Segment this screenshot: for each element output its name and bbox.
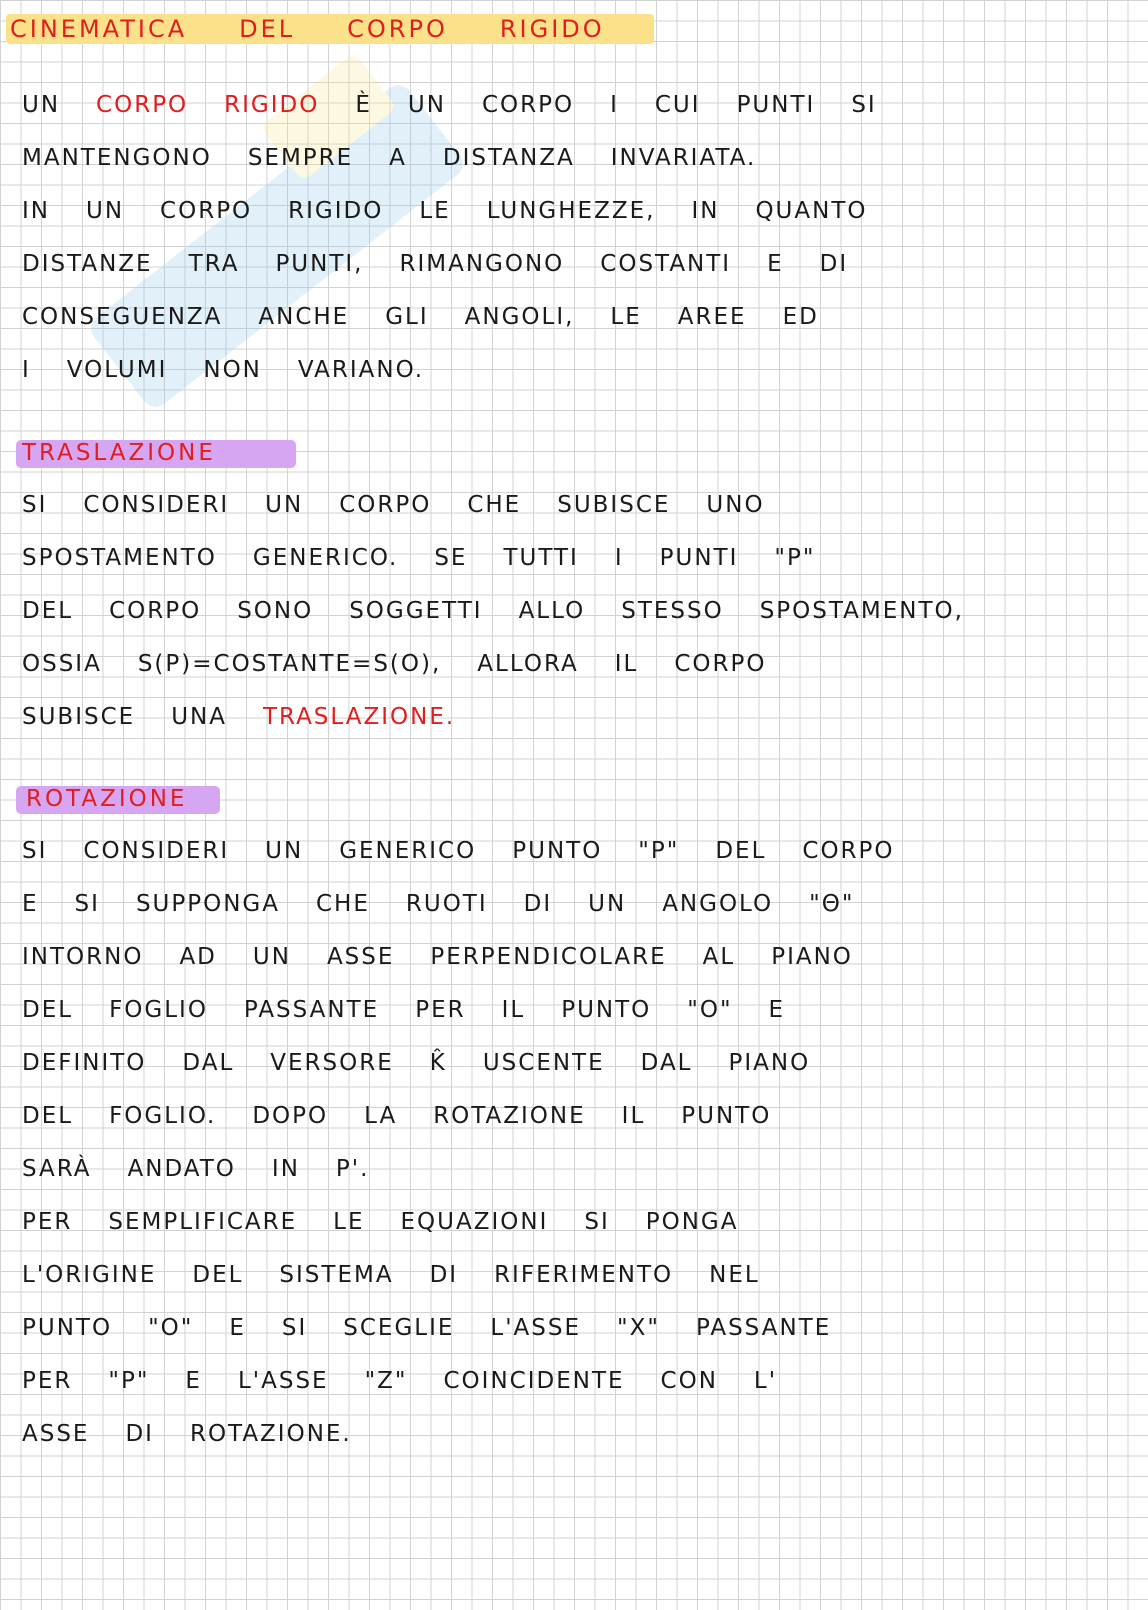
word: DEL xyxy=(22,997,74,1023)
word: DEL xyxy=(22,1103,74,1129)
word: PUNTI xyxy=(659,545,739,571)
intro-line xyxy=(22,145,792,171)
word: L'ASSE xyxy=(237,1368,329,1394)
word: DISTANZA xyxy=(442,145,575,171)
word: SOGGETTI xyxy=(349,598,483,624)
word: SUPPONGA xyxy=(135,891,280,917)
word: CONSEGUENZA xyxy=(22,304,223,330)
word: ALLORA xyxy=(477,651,579,677)
word: UN xyxy=(252,944,291,970)
word: PONGA xyxy=(645,1209,739,1235)
word: SEMPRE xyxy=(247,145,354,171)
word: SUBISCE xyxy=(557,492,671,518)
word: SISTEMA xyxy=(279,1262,394,1288)
word: DEL xyxy=(22,598,74,624)
word: TRASLAZIONE. xyxy=(262,704,456,730)
word: "O" xyxy=(687,997,733,1023)
word: "P" xyxy=(108,1368,150,1394)
rotazione-line xyxy=(22,944,889,970)
word: E xyxy=(185,1368,202,1394)
word: SE xyxy=(434,545,468,571)
word: COSTANTI xyxy=(600,251,732,277)
word: UN xyxy=(265,492,304,518)
word: PUNTO xyxy=(561,997,652,1023)
word: MANTENGONO xyxy=(22,145,212,171)
word: GENERICO. xyxy=(252,545,399,571)
word: DI xyxy=(429,1262,459,1288)
word: RUOTI xyxy=(405,891,488,917)
word: PUNTO xyxy=(22,1315,113,1341)
word: SUBISCE xyxy=(22,704,136,730)
word: DI xyxy=(125,1421,154,1447)
word: CORPO xyxy=(481,92,575,118)
traslazione-line xyxy=(22,492,801,518)
word: NEL xyxy=(709,1262,760,1288)
word: IN xyxy=(691,198,720,224)
word: SI xyxy=(584,1209,610,1235)
word: A xyxy=(389,145,407,171)
rotazione-line xyxy=(22,891,890,917)
word: E xyxy=(22,891,39,917)
word: IL xyxy=(621,1103,646,1129)
rotazione-line xyxy=(22,1103,807,1129)
intro-line xyxy=(22,357,460,383)
word: LA xyxy=(364,1103,398,1129)
word: UN xyxy=(407,92,446,118)
word: PIANO xyxy=(728,1050,811,1076)
title-word: DEL xyxy=(239,15,296,43)
word: UN xyxy=(22,92,61,118)
word: INTORNO xyxy=(22,944,144,970)
word: SARÀ xyxy=(22,1156,92,1182)
word: E xyxy=(768,997,786,1023)
word: UN xyxy=(588,891,627,917)
word: AD xyxy=(179,944,217,970)
word: I xyxy=(22,357,31,383)
word: PER xyxy=(22,1368,73,1394)
word: EQUAZIONI xyxy=(400,1209,549,1235)
section-heading-rotazione: ROTAZIONE xyxy=(26,786,188,812)
word: L' xyxy=(753,1368,778,1394)
traslazione-line xyxy=(22,545,851,571)
section-heading-traslazione: TRASLAZIONE xyxy=(22,440,216,466)
rotazione-line xyxy=(22,1156,405,1182)
word: ANCHE xyxy=(258,304,350,330)
rotazione-line xyxy=(22,1315,867,1341)
word: CORPO xyxy=(802,838,895,864)
intro-line xyxy=(22,92,913,118)
word: "Θ" xyxy=(809,891,855,917)
page-title xyxy=(10,15,657,43)
word: SI xyxy=(22,492,48,518)
word: L'ORIGINE xyxy=(22,1262,157,1288)
word: E xyxy=(229,1315,246,1341)
word: LE xyxy=(333,1209,365,1235)
word: SONO xyxy=(237,598,314,624)
rotazione-line xyxy=(22,1368,813,1394)
word: L'ASSE xyxy=(490,1315,582,1341)
word: DOPO xyxy=(252,1103,329,1129)
word: CHE xyxy=(467,492,522,518)
word: SPOSTAMENTO, xyxy=(759,598,964,624)
word: ANGOLI, xyxy=(464,304,575,330)
word: VOLUMI xyxy=(66,357,168,383)
word: ED xyxy=(782,304,819,330)
word: UNA xyxy=(171,704,227,730)
word: TRA xyxy=(188,251,240,277)
word: E xyxy=(767,251,784,277)
word: CORPO xyxy=(109,598,202,624)
word: INVARIATA. xyxy=(610,145,757,171)
word: K̂ xyxy=(429,1050,447,1076)
word: DI xyxy=(819,251,849,277)
word: UN xyxy=(86,198,125,224)
word: SI xyxy=(74,891,100,917)
word: S(P)=COSTANTE=S(O), xyxy=(137,651,442,677)
word: PER xyxy=(415,997,466,1023)
word: TUTTI xyxy=(503,545,579,571)
word: ANGOLO xyxy=(662,891,774,917)
word: I xyxy=(614,545,624,571)
word: IL xyxy=(501,997,526,1023)
word: PERPENDICOLARE xyxy=(430,944,667,970)
word: DEL xyxy=(192,1262,244,1288)
word: PUNTI, xyxy=(275,251,364,277)
title-word: CINEMATICA xyxy=(10,15,188,43)
word: UNO xyxy=(706,492,765,518)
word: VARIANO. xyxy=(297,357,425,383)
rotazione-line xyxy=(22,1209,775,1235)
word: CUI xyxy=(654,92,701,118)
word: ASSE xyxy=(326,944,395,970)
word: I xyxy=(610,92,619,118)
word: RIMANGONO xyxy=(399,251,565,277)
word: SI xyxy=(22,838,48,864)
rotazione-line xyxy=(22,838,931,864)
word: PUNTI xyxy=(736,92,816,118)
word: P'. xyxy=(335,1156,370,1182)
word: RIGIDO xyxy=(288,198,384,224)
title-word: RIGIDO xyxy=(499,15,605,43)
word: DISTANZE xyxy=(22,251,153,277)
intro-line xyxy=(22,251,884,277)
word: IL xyxy=(614,651,639,677)
intro-line xyxy=(22,304,855,330)
word: AREE xyxy=(677,304,747,330)
word: SI xyxy=(851,92,877,118)
word: SI xyxy=(281,1315,308,1341)
word: DAL xyxy=(182,1050,235,1076)
word: DEL xyxy=(715,838,767,864)
word: CORPO xyxy=(674,651,767,677)
word: CONSIDERI xyxy=(83,838,230,864)
word: "X" xyxy=(617,1315,660,1341)
rotazione-line xyxy=(22,1050,846,1076)
word: LE xyxy=(610,304,642,330)
word: PASSANTE xyxy=(695,1315,832,1341)
word: GENERICO xyxy=(339,838,477,864)
word: QUANTO xyxy=(755,198,868,224)
word: CONSIDERI xyxy=(83,492,230,518)
title-word: CORPO xyxy=(347,15,448,43)
word: IN xyxy=(22,198,50,224)
word: CORPO xyxy=(339,492,432,518)
word: PIANO xyxy=(771,944,853,970)
rotazione-line xyxy=(22,1262,796,1288)
traslazione-line xyxy=(22,704,491,730)
word: FOGLIO xyxy=(109,997,208,1023)
word: SCEGLIE xyxy=(343,1315,455,1341)
word: USCENTE xyxy=(482,1050,605,1076)
word: COINCIDENTE xyxy=(443,1368,625,1394)
word: "P" xyxy=(638,838,680,864)
word: RIGIDO xyxy=(224,92,320,118)
traslazione-line xyxy=(22,598,1000,624)
traslazione-line xyxy=(22,651,802,677)
word: "Z" xyxy=(364,1368,408,1394)
word: PASSANTE xyxy=(243,997,380,1023)
word: CORPO xyxy=(96,92,189,118)
word: SPOSTAMENTO xyxy=(22,545,217,571)
word: VERSORE xyxy=(270,1050,394,1076)
word: ROTAZIONE. xyxy=(189,1421,352,1447)
word: "P" xyxy=(774,545,816,571)
word: DI xyxy=(523,891,553,917)
word: CORPO xyxy=(160,198,253,224)
rotazione-line xyxy=(22,1421,388,1447)
word: NON xyxy=(203,357,262,383)
word: ASSE xyxy=(22,1421,90,1447)
word: SEMPLIFICARE xyxy=(108,1209,298,1235)
intro-line xyxy=(22,198,903,224)
word: ALLO xyxy=(518,598,586,624)
word: LE xyxy=(419,198,451,224)
word: DEFINITO xyxy=(22,1050,147,1076)
word: PUNTO xyxy=(681,1103,772,1129)
rotazione-line xyxy=(22,997,821,1023)
word: È xyxy=(355,92,372,118)
word: CON xyxy=(660,1368,718,1394)
word: FOGLIO. xyxy=(109,1103,217,1129)
word: PER xyxy=(22,1209,73,1235)
word: AL xyxy=(702,944,736,970)
word: LUNGHEZZE, xyxy=(486,198,656,224)
word: "O" xyxy=(148,1315,194,1341)
word: GLI xyxy=(385,304,429,330)
word: RIFERIMENTO xyxy=(494,1262,674,1288)
word: STESSO xyxy=(621,598,724,624)
word: ROTAZIONE xyxy=(433,1103,586,1129)
word: CHE xyxy=(315,891,370,917)
word: OSSIA xyxy=(22,651,102,677)
word: ANDATO xyxy=(127,1156,236,1182)
word: IN xyxy=(271,1156,300,1182)
word: PUNTO xyxy=(512,838,603,864)
word: UN xyxy=(265,838,304,864)
word: DAL xyxy=(640,1050,693,1076)
